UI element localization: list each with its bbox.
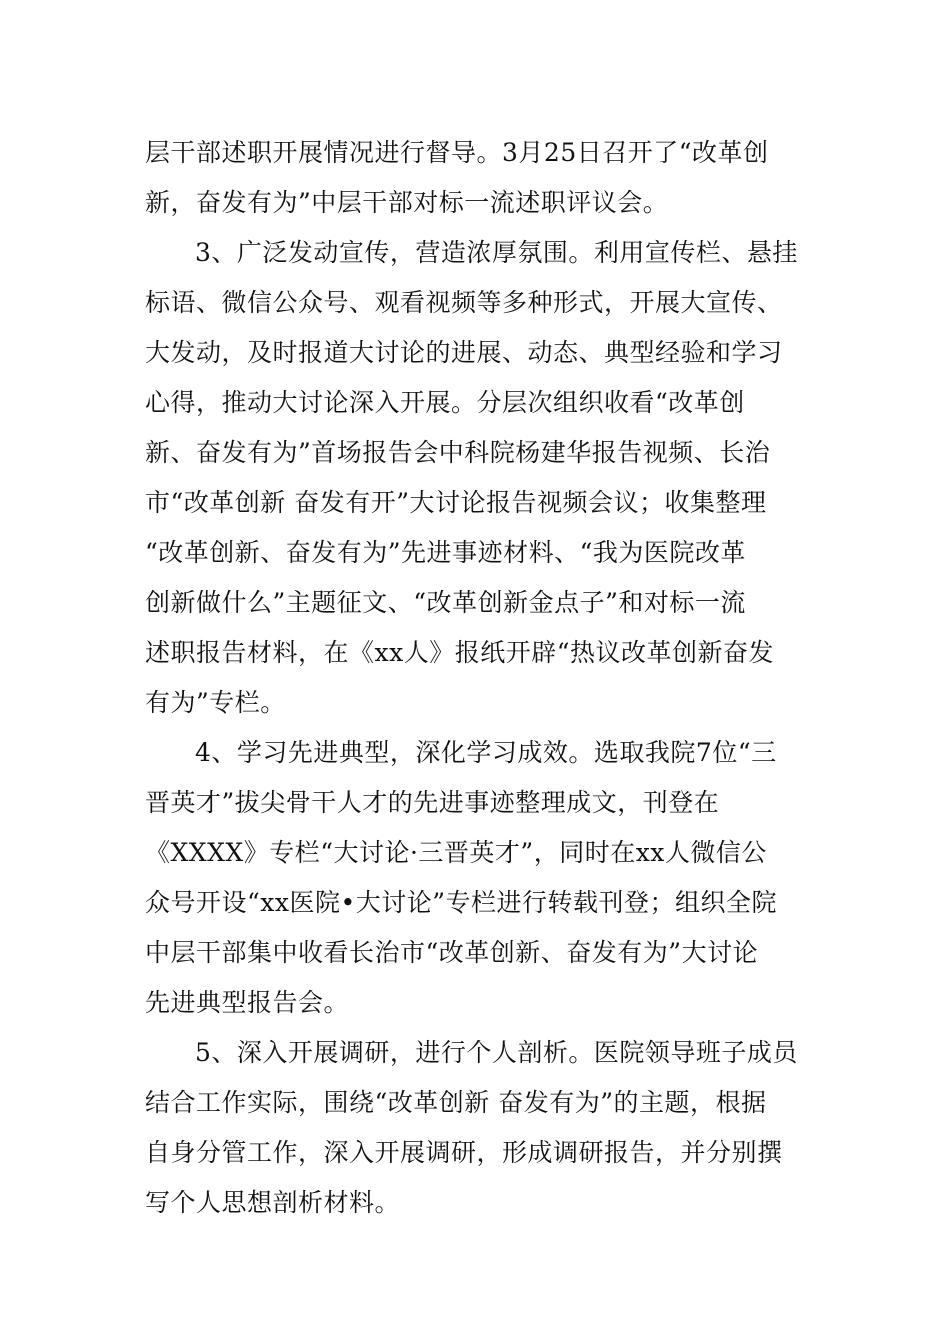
text-line: 自身分管工作，深入开展调研，形成调研报告，并分别撰: [145, 1138, 783, 1167]
text-line: 心得，推动大讨论深入开展。分层次组织收看“改革创: [145, 388, 745, 417]
text-line: 述职报告材料，在《xx人》报纸开辟“热议改革创新奋发: [145, 638, 774, 667]
text-line: 4、学习先进典型，深化学习成效。选取我院7位“三: [195, 738, 777, 767]
text-line: 结合工作实际，围绕“改革创新 奋发有为”的主题，根据: [145, 1088, 767, 1117]
text-line: 有为”专栏。: [145, 688, 286, 717]
text-line: 先进典型报告会。: [145, 988, 350, 1017]
paragraph-3-publicity: [145, 228, 805, 728]
text-line: 《XXXX》专栏“大讨论·三晋英才”，同时在xx人微信公: [145, 838, 767, 867]
text-line: “改革创新、奋发有为”先进事迹材料、“我为医院改革: [145, 538, 746, 567]
text-line: 创新做什么”主题征文、“改革创新金点子”和对标一流: [145, 588, 746, 617]
text-line: 众号开设“xx医院•大讨论”专栏进行转载刊登；组织全院: [145, 888, 778, 917]
text-line: 标语、微信公众号、观看视频等多种形式，开展大宣传、: [145, 288, 783, 317]
text-line: 大发动，及时报道大讨论的进展、动态、典型经验和学习: [145, 338, 783, 367]
text-line: 层干部述职开展情况进行督导。3月25日召开了“改革创: [145, 138, 769, 167]
document-body: [145, 128, 805, 1228]
text-line: 新、奋发有为”首场报告会中科院杨建华报告视频、长治: [145, 438, 771, 467]
paragraph-continued: [145, 128, 805, 228]
text-line: 晋英才”拔尖骨干人才的先进事迹整理成文，刊登在: [145, 788, 720, 817]
paragraph-4-models: [145, 728, 805, 1028]
paragraph-5-research: [145, 1028, 805, 1228]
text-line: 中层干部集中收看长治市“改革创新、奋发有为”大讨论: [145, 938, 759, 967]
text-line: 市“改革创新 奋发有开”大讨论报告视频会议；收集整理: [145, 488, 767, 517]
text-line: 新，奋发有为”中层干部对标一流述职评议会。: [145, 188, 669, 217]
text-line: 写个人思想剖析材料。: [145, 1188, 401, 1217]
text-line: 3、广泛发动宣传，营造浓厚氛围。利用宣传栏、悬挂: [195, 238, 798, 267]
text-line: 5、深入开展调研，进行个人剖析。医院领导班子成员: [195, 1038, 798, 1067]
